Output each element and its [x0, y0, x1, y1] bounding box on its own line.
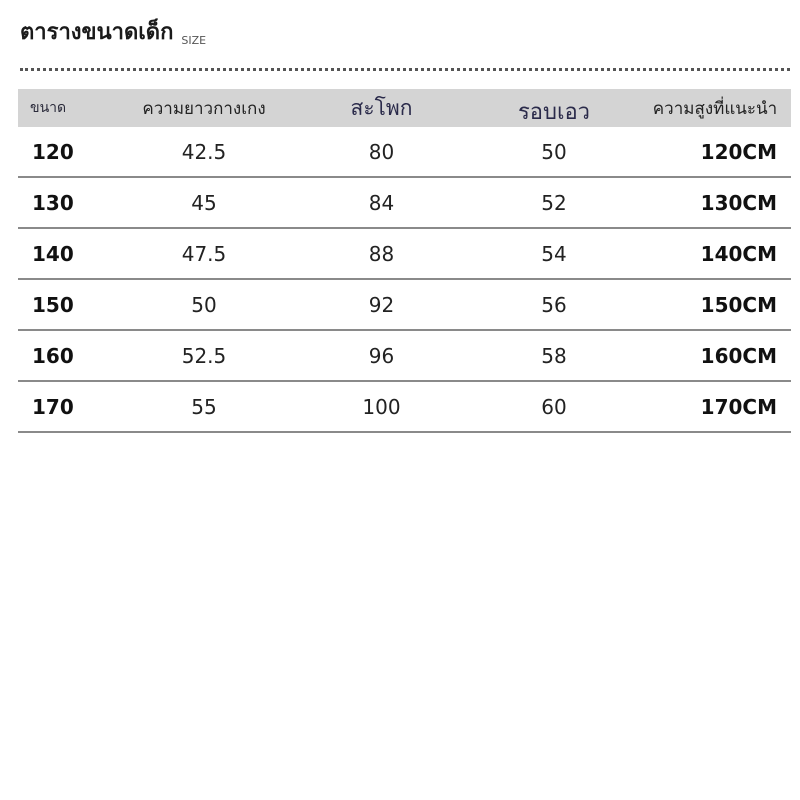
table-row [18, 280, 791, 331]
header-size: ขนาด [30, 100, 67, 116]
cell-size: 120 [32, 139, 74, 164]
page-subtitle: SIZE [181, 34, 207, 47]
cell-size: 160 [32, 343, 74, 368]
cell-size: 140 [32, 241, 74, 266]
cell-size: 170 [32, 394, 74, 419]
header-recommended-height: ความสูงที่แนะนำ [652, 98, 778, 119]
cell-height: 120CM [700, 139, 777, 164]
cell-hip: 96 [368, 343, 395, 368]
cell-waist: 52 [541, 190, 567, 215]
header-waist: รอบเอว [517, 99, 591, 125]
cell-hip: 92 [368, 292, 395, 317]
cell-waist: 58 [541, 343, 567, 368]
table-row [18, 178, 791, 229]
cell-pants-length: 42.5 [181, 139, 227, 164]
table-header [18, 89, 791, 127]
cell-waist: 54 [541, 241, 567, 266]
cell-size: 130 [32, 190, 74, 215]
cell-pants-length: 50 [191, 292, 217, 317]
cell-waist: 56 [541, 292, 567, 317]
table-row [18, 229, 791, 280]
size-table [18, 89, 791, 433]
cell-height: 150CM [700, 292, 777, 317]
cell-pants-length: 47.5 [181, 241, 227, 266]
header-pants-length: ความยาวกางเกง [142, 98, 266, 119]
dotted-divider [20, 68, 790, 71]
cell-hip: 80 [368, 139, 395, 164]
cell-height: 170CM [700, 394, 777, 419]
cell-hip: 88 [368, 241, 395, 266]
cell-waist: 60 [541, 394, 567, 419]
cell-height: 140CM [700, 241, 777, 266]
cell-height: 160CM [700, 343, 777, 368]
cell-height: 130CM [700, 190, 777, 215]
header-hip: สะโพก [350, 95, 413, 120]
cell-pants-length: 55 [191, 394, 217, 419]
page-title: ตารางขนาดเด็ก [20, 20, 174, 45]
cell-pants-length: 52.5 [181, 343, 227, 368]
cell-hip: 100 [362, 394, 401, 419]
cell-waist: 50 [541, 139, 567, 164]
table-row [18, 382, 791, 433]
cell-hip: 84 [368, 190, 395, 215]
cell-size: 150 [32, 292, 74, 317]
cell-pants-length: 45 [191, 190, 217, 215]
chart-title-group [20, 14, 206, 49]
table-row [18, 127, 791, 178]
table-row [18, 331, 791, 382]
